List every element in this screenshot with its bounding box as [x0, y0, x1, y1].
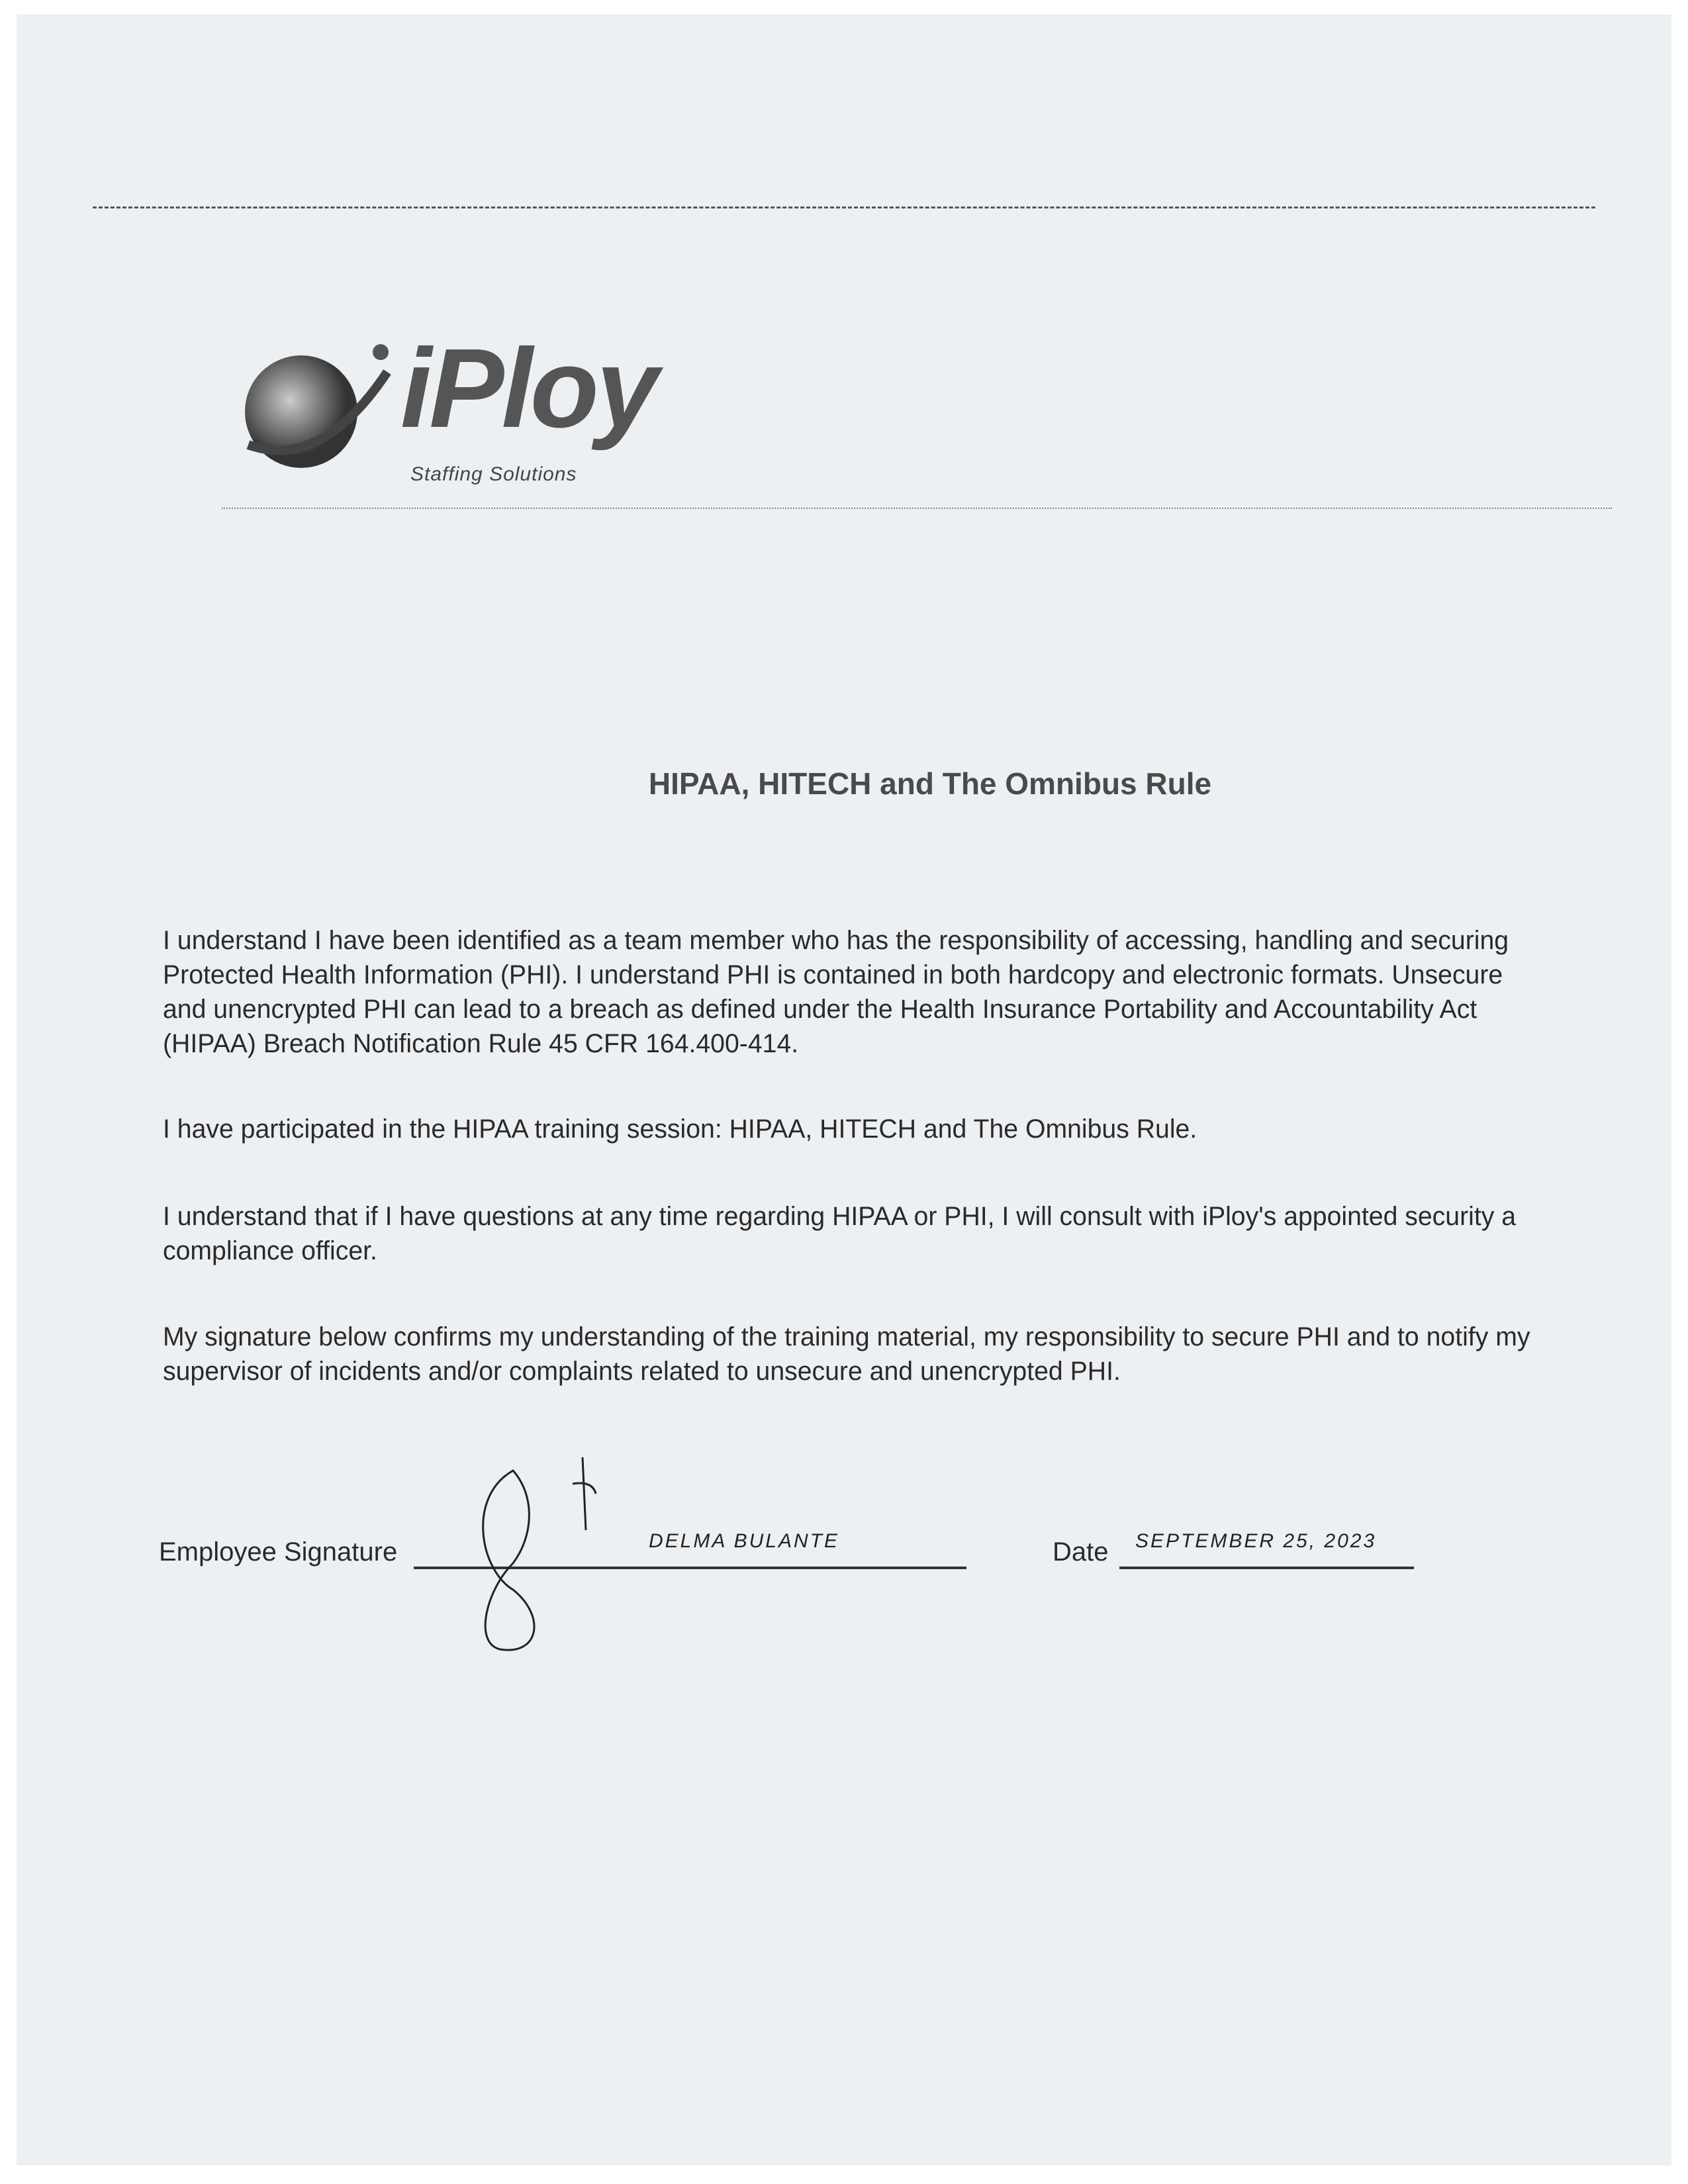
text-line: and unencrypted PHI can lead to a breach as defined under the Health Insurance Portability and Accountability Act [163, 995, 1477, 1024]
paragraph-acknowledgement [163, 923, 1509, 1061]
document-title: HIPAA, HITECH and The Omnibus Rule [648, 766, 1212, 801]
paragraph-signature-confirmation [163, 1320, 1530, 1388]
date-label: Date [1053, 1537, 1109, 1567]
logo-wordmark: iPloy [400, 326, 657, 451]
handwritten-signature [473, 1457, 606, 1656]
paragraph-training [163, 1112, 1197, 1146]
date-handwritten: SEPTEMBER 25, 2023 [1135, 1530, 1377, 1552]
text-line: I understand that if I have questions at any time regarding HIPAA or PHI, I will consult with iPloy's appointed security a [163, 1202, 1517, 1231]
text-line: I understand I have been identified as a team member who has the responsibility of accessing, handling and securing [163, 926, 1509, 955]
printed-name-handwritten: DELMA BULANTE [649, 1530, 839, 1552]
document-page [17, 15, 1671, 2165]
header-rule [93, 206, 1595, 208]
text-line: I have participated in the HIPAA training session: HIPAA, HITECH and The Omnibus Rule. [163, 1115, 1197, 1144]
text-line: compliance officer. [163, 1236, 377, 1265]
paragraph-questions [163, 1199, 1516, 1268]
text-line: (HIPAA) Breach Notification Rule 45 CFR 164.400-414. [163, 1029, 799, 1058]
logo-rule [222, 508, 1612, 509]
company-logo [222, 326, 698, 501]
date-line [1119, 1567, 1414, 1569]
text-line: My signature below confirms my understanding of the training material, my responsibility to secure PHI and to notify my [163, 1322, 1530, 1351]
text-line: Protected Health Information (PHI). I understand PHI is contained in both hardcopy and electronic formats. Unsecure [163, 960, 1503, 989]
globe-icon [222, 332, 400, 491]
text-line: supervisor of incidents and/or complaints related to unsecure and unencrypted PHI. [163, 1357, 1121, 1386]
employee-signature-label: Employee Signature [159, 1537, 398, 1567]
logo-tagline: Staffing Solutions [410, 463, 577, 485]
